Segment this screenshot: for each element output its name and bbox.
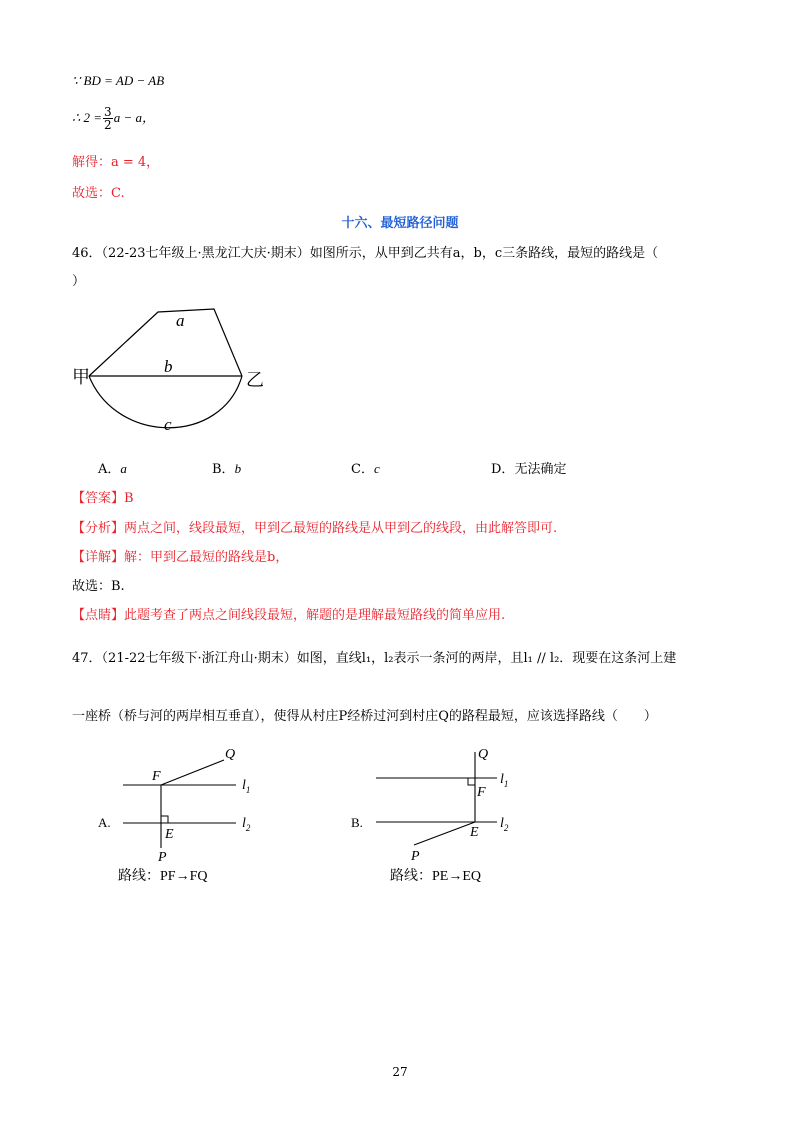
q47-figure-b (345, 740, 545, 890)
fig-a-l2: $l_2$ (242, 816, 251, 833)
section-title: 十六、最短路径问题 (341, 216, 459, 231)
q47-figure-a (90, 740, 290, 890)
fig-b-E: E (470, 825, 479, 840)
fraction: $\frac{3}{2}$ (104, 105, 112, 132)
choose-line: 故选：C. (72, 186, 125, 201)
label-a: a (176, 311, 185, 330)
q46-stem-cont: ） (72, 274, 86, 289)
fig-a-P: P (158, 850, 167, 865)
q46-figure (72, 300, 282, 440)
q46-option-c[interactable]: C．c (351, 461, 380, 477)
fig-b-F: F (477, 785, 486, 800)
q46-answer: 【答案】B (72, 491, 134, 506)
q46-choose: 故选：B. (72, 579, 125, 594)
q46-option-d[interactable]: D．无法确定 (491, 462, 567, 477)
fig-b-Q: Q (478, 747, 489, 762)
fig-b-l2: $l_2$ (500, 816, 509, 833)
page-number: 27 (392, 1065, 408, 1079)
q46-stem: 46．（22-23七年级上·黑龙江大庆·期末）如图所示，从甲到乙共有a，b，c三条路线，最短的路线是（ (72, 246, 659, 261)
proof-line-1: ∵ BD = AD − AB (72, 73, 165, 88)
q46-option-b[interactable]: B．b (212, 461, 242, 477)
label-c: c (164, 415, 172, 434)
fig-a-l1: $l_1$ (242, 778, 251, 795)
fig-a-route: 路线：PF→FQ (118, 869, 208, 884)
label-start: 甲 (72, 367, 90, 387)
solve-line: 解得：a = 4， (72, 155, 160, 170)
proof-line-2: ∴ 2 = $\frac{3}{2}$ a − a， (72, 105, 155, 132)
q46-detail: 【详解】解：甲到乙最短的路线是b， (72, 550, 289, 565)
fig-b-P: P (411, 849, 420, 864)
fig-a-F: F (152, 769, 161, 784)
fig-a-Q: Q (225, 747, 236, 762)
label-end: 乙 (246, 370, 264, 390)
q46-comment: 【点睛】此题考查了两点之间线段最短，解题的是理解最短路线的简单应用. (72, 608, 506, 623)
fig-b-route: 路线：PE→EQ (390, 869, 481, 884)
q46-option-a[interactable]: A．a (98, 461, 127, 477)
q47-stem-2: 一座桥（桥与河的两岸相互垂直），使得从村庄P经桥过河到村庄Q的路程最短，应该选择路线（ ） (72, 709, 657, 724)
q47-stem-1: 47．（21-22七年级下·浙江舟山·期末）如图，直线l₁，l₂表示一条河的两岸，且l₁ // l₂．现要在这条河上建 (72, 651, 677, 666)
label-b: b (164, 357, 173, 376)
q46-analysis: 【分析】两点之间，线段最短，甲到乙最短的路线是从甲到乙的线段，由此解答即可. (72, 521, 558, 536)
fig-a-label: A. (98, 815, 111, 830)
fig-a-E: E (165, 827, 174, 842)
fig-b-l1: $l_1$ (500, 772, 509, 789)
fig-b-label: B. (351, 815, 363, 830)
